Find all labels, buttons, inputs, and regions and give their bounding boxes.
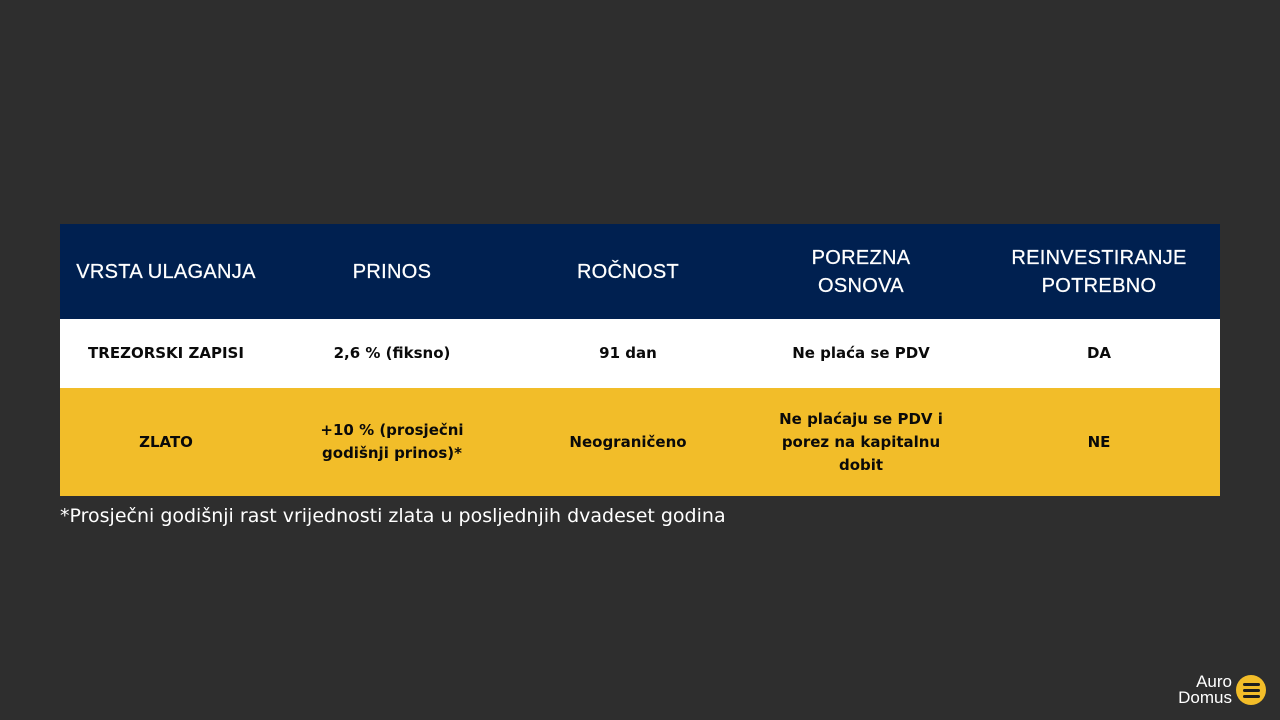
auro-domus-logo bbox=[1178, 674, 1266, 706]
cell-rocnost: 91 dan bbox=[599, 344, 657, 362]
header-reinvestiranje: REINVESTIRANJE POTREBNO bbox=[1011, 246, 1187, 297]
header-porezna-osnova: POREZNA OSNOVA bbox=[811, 246, 911, 297]
table-row bbox=[60, 319, 1220, 388]
cell-prinos: 2,6 % (fiksno) bbox=[333, 344, 451, 362]
logo-line-domus: Domus bbox=[1178, 688, 1232, 707]
cell-porezna-osnova: Ne plaćaju se PDV i porez na kapitalnu dobit bbox=[779, 409, 943, 474]
footnote: *Prosječni godišnji rast vrijednosti zlata u posljednjih dvadeset godina bbox=[60, 505, 726, 527]
cell-vrsta: TREZORSKI ZAPISI bbox=[88, 344, 244, 362]
header-rocnost: ROČNOST bbox=[576, 260, 680, 283]
table-header-row bbox=[60, 224, 1220, 319]
cell-reinvestiranje: DA bbox=[1086, 344, 1112, 362]
investment-comparison-table bbox=[60, 224, 1220, 496]
table-row bbox=[60, 388, 1220, 496]
logo-wordmark bbox=[1178, 674, 1232, 706]
cell-prinos: +10 % (prosječni godišnji prinos)* bbox=[320, 421, 464, 462]
comparison-table-container bbox=[60, 224, 1220, 496]
cell-reinvestiranje: NE bbox=[1087, 432, 1111, 451]
logo-line-auro: Auro bbox=[1196, 672, 1232, 691]
coin-stack-icon bbox=[1236, 675, 1266, 705]
cell-vrsta: ZLATO bbox=[139, 432, 193, 451]
cell-porezna-osnova: Ne plaća se PDV bbox=[792, 344, 930, 362]
cell-rocnost: Neograničeno bbox=[569, 432, 687, 451]
header-vrsta-ulaganja: VRSTA ULAGANJA bbox=[76, 260, 256, 283]
header-prinos: PRINOS bbox=[352, 260, 432, 283]
